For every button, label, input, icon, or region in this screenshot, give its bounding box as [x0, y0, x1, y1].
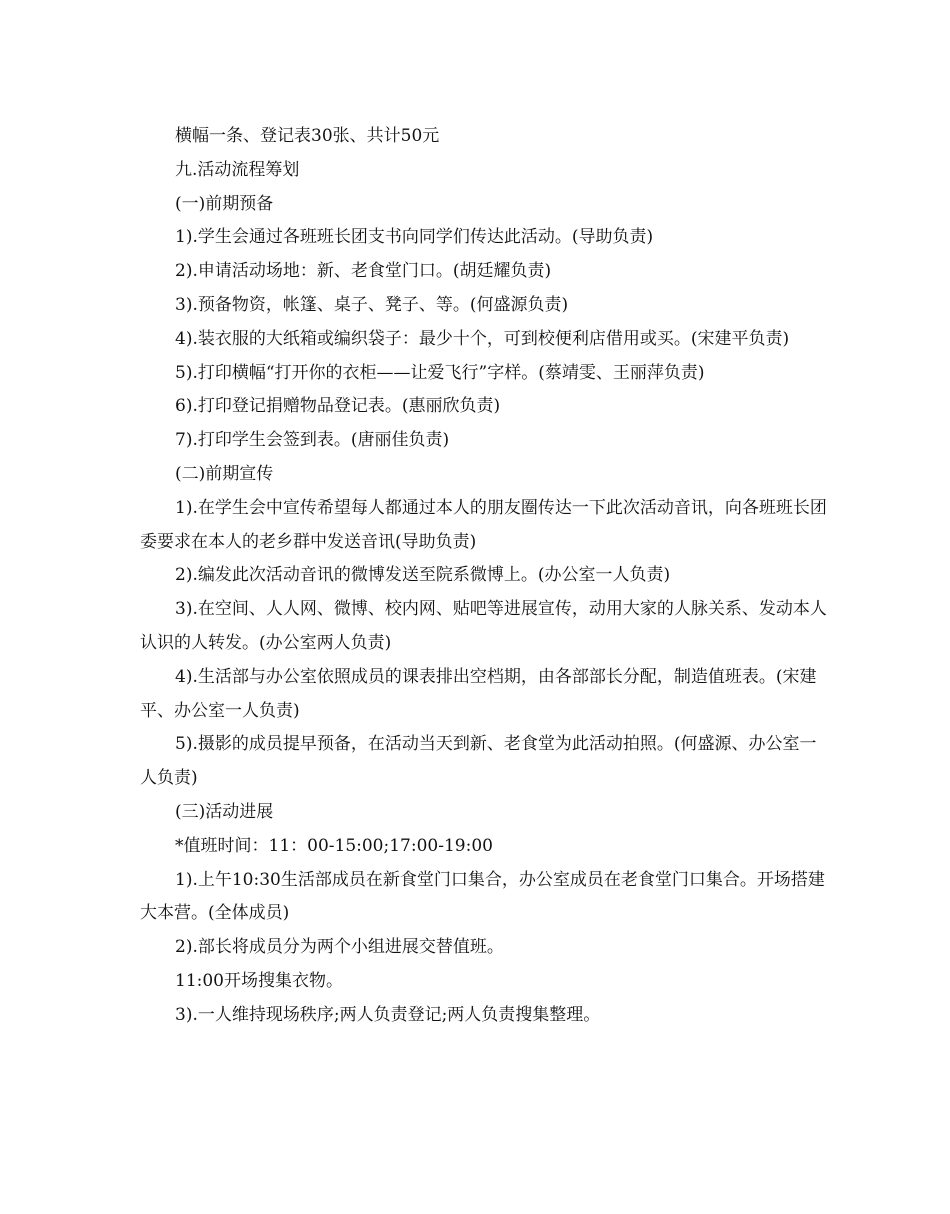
list-item: 3).预备物资，帐篷、桌子、凳子、等。(何盛源负责)	[175, 294, 569, 315]
list-item: 2).部长将成员分为两个小组进展交替值班。	[175, 937, 504, 958]
list-item: 1).学生会通过各班班长团支书向同学们传达此活动。(导助负责)	[175, 227, 654, 248]
list-item: 3).在空间、人人网、微博、校内网、贴吧等进展宣传，动用大家的人脉关系、发动本人认识的人转发。(办公室两人负责)	[140, 599, 827, 653]
list-item: 1).上午10:30生活部成员在新食堂门口集合，办公室成员在老食堂门口集合。开场搭建大本营。(全体成员)	[140, 869, 825, 924]
list-item: 7).打印学生会签到表。(唐丽佳负责)	[175, 430, 450, 451]
list-item: 4).生活部与办公室依照成员的课表排出空档期，由各部部长分配，制造值班表。(宋建平、办公室一人负责)	[140, 666, 817, 721]
list-item: 5).摄影的成员提早预备，在活动当天到新、老食堂为此活动拍照。(何盛源、办公室一人负责)	[140, 734, 817, 789]
list-item: 3).一人维持现场秩序;两人负责登记;两人负责搜集整理。	[175, 1004, 601, 1025]
list-item: 2).编发此次活动音讯的微博发送至院系微博上。(办公室一人负责)	[175, 565, 671, 586]
document-body	[140, 120, 830, 1033]
paragraph: 11:00开场搜集衣物。	[175, 970, 343, 991]
list-item: 6).打印登记捐赠物品登记表。(惠丽欣负责)	[175, 396, 501, 417]
subsection-heading: (一)前期预备	[175, 193, 274, 214]
list-item: 2).申请活动场地：新、老食堂门口。(胡廷耀负责)	[175, 261, 552, 282]
paragraph: 横幅一条、登记表30张、共计50元	[175, 126, 440, 146]
list-item: 4).装衣服的大纸箱或编织袋子：最少十个，可到校便利店借用或买。(宋建平负责)	[175, 328, 790, 349]
list-item: 1).在学生会中宣传希望每人都通过本人的朋友圈传达一下此次活动音讯，向各班班长团委要求在本人的老乡群中发送音讯(导助负责)	[140, 497, 827, 552]
list-item: 5).打印横幅“打开你的衣柜——让爱飞行”字样。(蔡靖雯、王丽萍负责)	[175, 362, 705, 383]
subsection-heading: (三)活动进展	[175, 801, 274, 822]
subsection-heading: (二)前期宣传	[175, 463, 274, 484]
section-heading: 九.活动流程筹划	[175, 159, 300, 180]
schedule-note: *值班时间：11：00-15:00;17:00-19:00	[175, 835, 493, 856]
